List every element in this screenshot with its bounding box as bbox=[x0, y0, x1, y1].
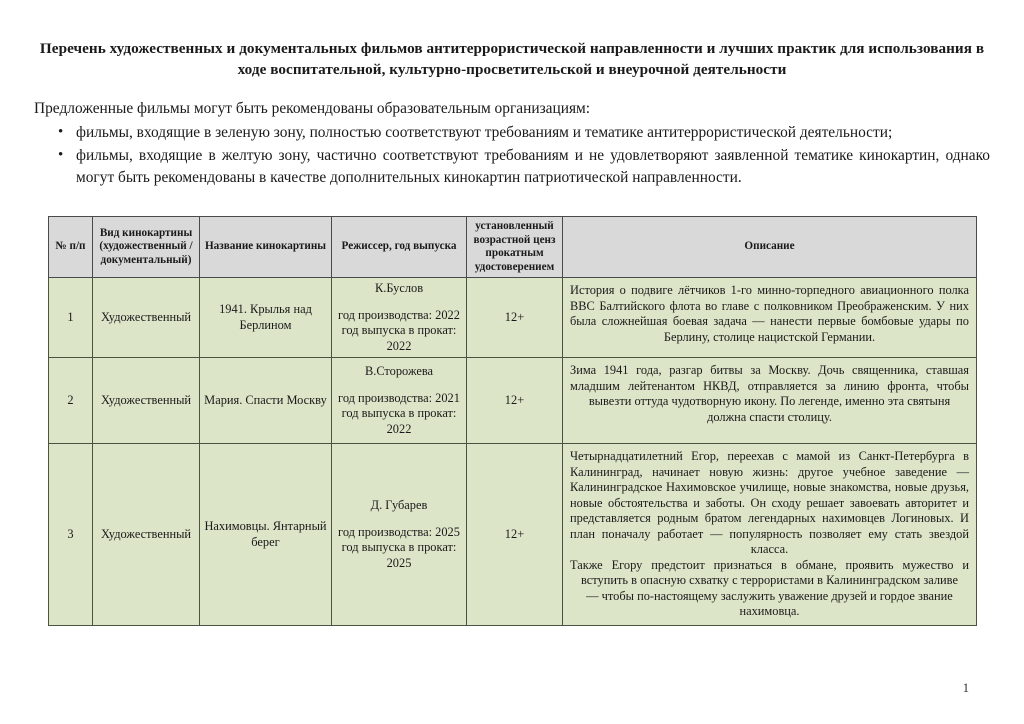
cell-age-rating: 12+ bbox=[467, 278, 563, 358]
description-paragraph: должна спасти столицу. bbox=[707, 409, 832, 424]
spacer bbox=[336, 380, 462, 391]
cell-number: 2 bbox=[49, 358, 93, 444]
column-header-kind: Вид кинокартины (художественный / документальный) bbox=[93, 217, 200, 278]
cell-number: 1 bbox=[49, 278, 93, 358]
column-header-number: № п/п bbox=[49, 217, 93, 278]
cell-director bbox=[332, 444, 467, 626]
table-row bbox=[49, 278, 977, 358]
page-number: 1 bbox=[962, 681, 969, 695]
cell-description bbox=[563, 444, 977, 626]
cell-age-rating: 12+ bbox=[467, 358, 563, 444]
cell-director bbox=[332, 278, 467, 358]
page-title: Перечень художественных и документальных фильмов антитеррористической направленности и лучших практик для использования в ходе воспитательной, культурно-просветительской и внеурочной деятельности bbox=[39, 40, 985, 78]
column-header-age-rating: установленный возрастной ценз прокатным удостоверением bbox=[467, 217, 563, 278]
table-body bbox=[49, 278, 977, 626]
cell-director bbox=[332, 358, 467, 444]
column-header-description: Описание bbox=[563, 217, 977, 278]
column-header-director: Режиссер, год выпуска bbox=[332, 217, 467, 278]
description-paragraph: История о подвиге лётчиков 1-го минно-торпедного авиационного полка ВВС Балтийского флота во главе с полковником Преображенским. У них была сложнейшая боевая задача — нанести первые бомбовые удары по Берлину, столице нацистской Германии. bbox=[570, 283, 969, 344]
cell-film-name: Нахимовцы. Янтарный берег bbox=[200, 444, 332, 626]
spacer bbox=[336, 297, 462, 308]
spacer bbox=[336, 514, 462, 525]
description-paragraph: Четырнадцатилетний Егор, переехав с мамой из Санкт-Петербурга в Калининград, начинает новую жизнь: другое учебное заведение — Калининградское Нахимовское училище, новые знакомства, новые друзья, новые обстоятельства и заботы. Он сходу решает завоевать авторитет и представляется родным братом легендарных нахимовцев Логиновых. И план поначалу работает — популярность позволяет ему стать звездой класса. bbox=[570, 449, 969, 557]
intro-lead-text: Предложенные фильмы могут быть рекомендованы образовательным организациям: bbox=[34, 100, 591, 117]
cell-age-rating: 12+ bbox=[467, 444, 563, 626]
cell-kind: Художественный bbox=[93, 444, 200, 626]
list-item: • фильмы, входящие в желтую зону, частично соответствуют требованиям и не удовлетворяют заявленной тематике кинокартин, однако могут быть рекомендованы в качестве дополнительных кинокартин патриотической направленности. bbox=[34, 145, 990, 190]
director-name: В.Сторожева bbox=[364, 364, 434, 379]
list-item: • фильмы, входящие в зеленую зону, полностью соответствуют требованиям и тематике антитеррористической деятельности; bbox=[34, 122, 990, 145]
intro-bullet-list bbox=[34, 122, 990, 190]
column-header-name: Название кинокартины bbox=[200, 217, 332, 278]
cell-description bbox=[563, 278, 977, 358]
cell-description bbox=[563, 358, 977, 444]
cell-film-name: Мария. Спасти Москву bbox=[200, 358, 332, 444]
description-paragraph: — чтобы по-настоящему заслужить уважение друзей и гордое звание bbox=[586, 588, 953, 603]
table-header-row bbox=[49, 217, 977, 278]
director-years: год производства: 2025 год выпуска в прокат: 2025 bbox=[338, 524, 460, 570]
table-row bbox=[49, 358, 977, 444]
director-years: год производства: 2022 год выпуска в прокат: 2022 bbox=[338, 307, 460, 353]
cell-kind: Художественный bbox=[93, 278, 200, 358]
description-paragraph: Также Егору предстоит признаться в обмане, проявить мужество и вступить в опасную схватку с террористами в Калининградском заливе bbox=[570, 557, 969, 588]
intro-section bbox=[34, 98, 990, 190]
cell-number: 3 bbox=[49, 444, 93, 626]
table-header bbox=[49, 217, 977, 278]
description-paragraph: Зима 1941 года, разгар битвы за Москву. Дочь священника, ставшая младшим лейтенантом НКВД, отправляется за линию фронта, чтобы вывезти оттуда чудотворную икону. По легенде, именно эта святыня bbox=[570, 363, 969, 409]
cell-film-name: 1941. Крылья над Берлином bbox=[200, 278, 332, 358]
films-table bbox=[48, 216, 977, 626]
table-row bbox=[49, 444, 977, 626]
director-name: Д. Губарев bbox=[370, 498, 428, 513]
director-name: К.Буслов bbox=[374, 281, 424, 296]
director-years: год производства: 2021 год выпуска в прокат: 2022 bbox=[338, 390, 460, 436]
description-paragraph: нахимовца. bbox=[739, 604, 800, 619]
cell-kind: Художественный bbox=[93, 358, 200, 444]
